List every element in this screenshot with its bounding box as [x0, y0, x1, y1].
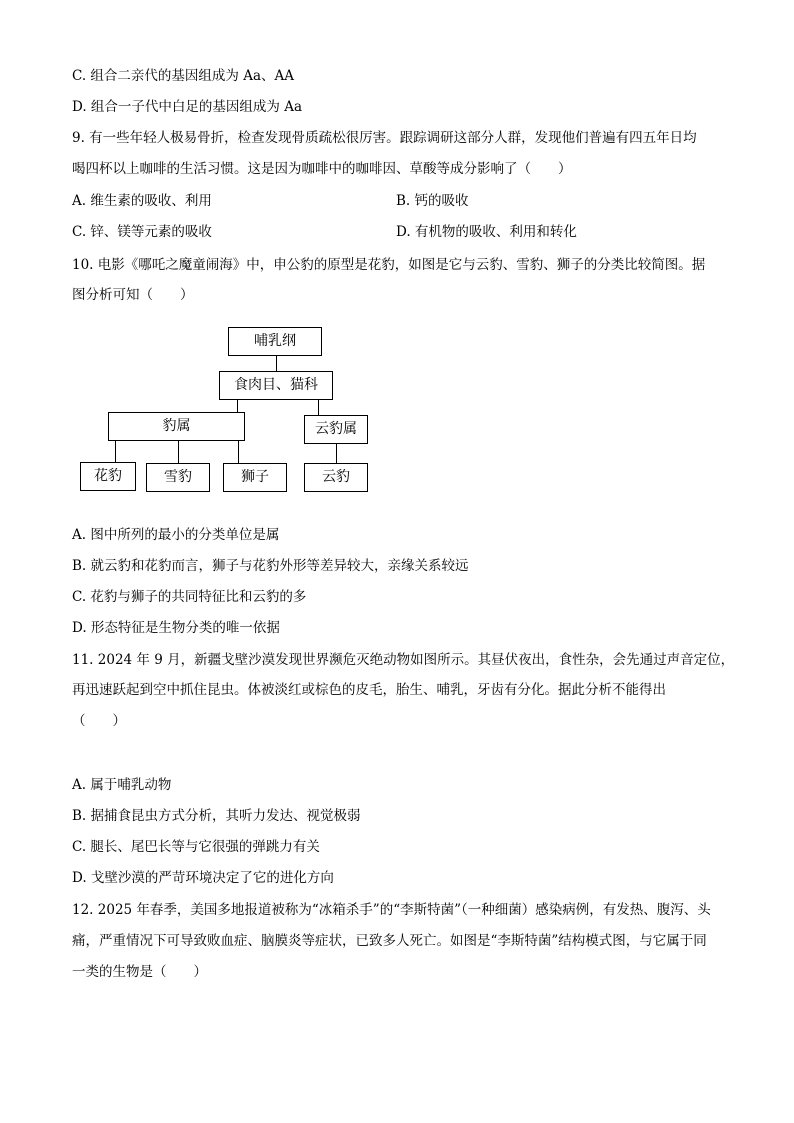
node-clouded-leopard: 云豹 — [304, 463, 368, 492]
connector — [178, 441, 179, 463]
node-order-family: 食肉目、猫科 — [219, 371, 333, 400]
q12-stem-line1: 12. 2025 年春季，美国多地报道被称为“冰箱杀手”的“李斯特菌”（一种细菌）感染病例，有发热、腹泻、头 — [72, 902, 711, 918]
node-genus-panthera: 豹属 — [108, 412, 245, 441]
node-class: 哺乳纲 — [228, 327, 322, 356]
q11-stem-line3: （ ） — [72, 713, 126, 729]
q10-option-d: D. 形态特征是生物分类的唯一依据 — [72, 620, 280, 636]
q10-option-a: A. 图中所列的最小的分类单位是属 — [72, 527, 280, 543]
q8-option-d: D. 组合一子代中白足的基因组成为 Aa — [72, 99, 303, 115]
q10-option-b: B. 就云豹和花豹而言，狮子与花豹外形等差异较大，亲缘关系较远 — [72, 558, 469, 574]
q11-stem-line2: 再迅速跃起到空中抓住昆虫。体被淡红或棕色的皮毛，胎生、哺乳，牙齿有分化。据此分析不能得出 — [72, 682, 666, 698]
q9-option-b: B. 钙的吸收 — [396, 193, 469, 209]
node-genus-neofelis: 云豹属 — [304, 415, 368, 444]
q10-stem-line2: 图分析可知（ ） — [72, 287, 194, 303]
q10-option-c: C. 花豹与狮子的共同特征比和云豹的多 — [72, 589, 307, 605]
q11-option-c: C. 腿长、尾巴长等与它很强的弹跳力有关 — [72, 839, 320, 855]
q10-stem-line1: 10. 电影《哪吒之魔童闹海》中，申公豹的原型是花豹，如图是它与云豹、雪豹、狮子的分类比较简图。据 — [72, 257, 706, 273]
q11-stem-line1: 11. 2024 年 9 月，新疆戈壁沙漠发现世界濒危灭绝动物如图所示。其昼伏夜出，食性杂，会先通过声音定位， — [72, 652, 735, 668]
q11-option-d: D. 戈壁沙漠的严苛环境决定了它的进化方向 — [72, 870, 334, 886]
q12-stem-line2: 痛，严重情况下可导致败血症、脑膜炎等症状，已致多人死亡。如图是“李斯特菌”结构模式图，与它属于同 — [72, 933, 707, 949]
node-snow-leopard: 雪豹 — [146, 463, 210, 492]
q9-option-c: C. 锌、镁等元素的吸收 — [72, 224, 212, 240]
q9-stem-line1: 9. 有一些年轻人极易骨折，检查发现骨质疏松很厉害。跟踪调研这部分人群，发现他们普遍有四五年日均 — [72, 130, 697, 146]
node-leopard: 花豹 — [80, 462, 136, 491]
connector — [115, 441, 116, 462]
connector — [318, 400, 319, 415]
q11-option-a: A. 属于哺乳动物 — [72, 777, 172, 793]
connector — [336, 444, 337, 463]
q9-option-a: A. 维生素的吸收、利用 — [72, 193, 212, 209]
node-lion: 狮子 — [223, 463, 287, 492]
connector — [238, 441, 239, 463]
q12-stem-line3: 一类的生物是（ ） — [72, 964, 207, 980]
connector — [276, 356, 277, 371]
q8-option-c: C. 组合二亲代的基因组成为 Aa、AA — [72, 68, 295, 84]
q9-stem-line2: 喝四杯以上咖啡的生活习惯。这是因为咖啡中的咖啡因、草酸等成分影响了（ ） — [72, 161, 572, 177]
q11-option-b: B. 据捕食昆虫方式分析，其听力发达、视觉极弱 — [72, 808, 361, 824]
q9-option-d: D. 有机物的吸收、利用和转化 — [396, 224, 577, 240]
connector — [237, 400, 238, 412]
